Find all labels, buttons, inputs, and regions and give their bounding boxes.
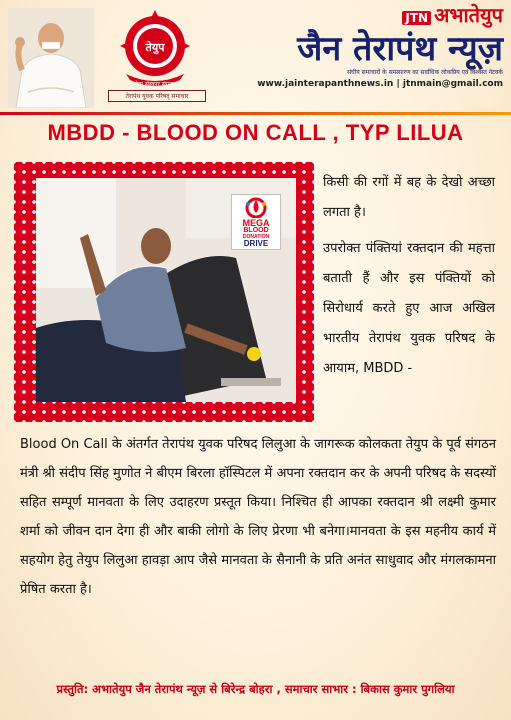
paragraph-1: किसी की रगों में बह के देखो अच्छा लगता है। <box>323 175 495 220</box>
badge-line3: DONATION <box>242 234 270 240</box>
badge-line4: DRIVE <box>243 239 269 248</box>
svg-text:तेयुप: तेयुप <box>145 41 165 54</box>
brand-main-title: जैन तेरापंथ न्यूज़ <box>297 29 503 69</box>
brand-contact: www.jainterapanthnews.in | jtnmain@gmail.com <box>257 79 503 89</box>
badge-line2: BLOOD <box>243 227 269 234</box>
paragraph-2: उपरोक्त पंक्तियां रक्तदान की महत्ता बताती हैं और इस पंक्तियों को सिरोधार्य करते हुए आज अखिल भारतीय तेरापंथ युवक परिषद के आयाम, MBDD - <box>323 241 495 376</box>
logo-ring-text: सेवा संस्कार संगठन <box>133 81 177 88</box>
brand-top-text: अभातेयुप <box>434 3 503 27</box>
footer-credit: प्रस्तुति: अभातेयुप जैन तेरापंथ न्यूज़ से बिरेन्द्र बोहरा , समाचार साभार : बिकास कुमार पुगलिया <box>56 682 455 696</box>
article-body-text: Blood On Call के अंतर्गत तेरापंथ युवक परिषद लिलुआ के जागरूक कोलकता तेयुप के पूर्व संगठन मंत्री श्री संदीप सिंह मुणोत ने बीएम बिरला हॉस्पिटल में अपना रक्तदान कर के अपनी परिषद के सदस्यों सहित सम्पूर्ण मानवता के लिए उदाहरण प्रस्तूत किया। निश्चित ही आपका रक्तदान श्री लक्ष्मी कुमार शर्मा को जीवन दान देगा ही और बाकी लोगो के लिए प्रेरणा भी बनेगा।मानवता के इस महनीय कार्य में सहयोग हेतु तेयुप लिलुआ हावड़ा आप जैसे मानवता के सैनानी के प्रति अनंत साधुवाद और मंगलकामना प्रेषित करता है। <box>20 437 496 597</box>
badge-line1: MEGA <box>242 218 270 228</box>
page-title: MBDD - BLOOD ON CALL , TYP LILUA <box>47 120 464 145</box>
logo-caption: तेरापंथ युवक परिषद् समाचार <box>108 90 206 102</box>
article-side-text <box>323 168 495 390</box>
acharya-portrait <box>8 8 94 108</box>
brand-masthead <box>223 4 503 108</box>
mega-blood-drive-badge <box>231 194 281 250</box>
brand-tagline: संघीय समाचारों के सम्प्रसारण का सर्वाधिक लोकप्रिय एवं विश्वस्त नेटवर्क <box>347 69 503 76</box>
jtn-badge: JTN <box>402 11 431 25</box>
header-divider <box>0 112 511 115</box>
drop-logo-icon <box>232 196 280 218</box>
header <box>0 0 511 112</box>
